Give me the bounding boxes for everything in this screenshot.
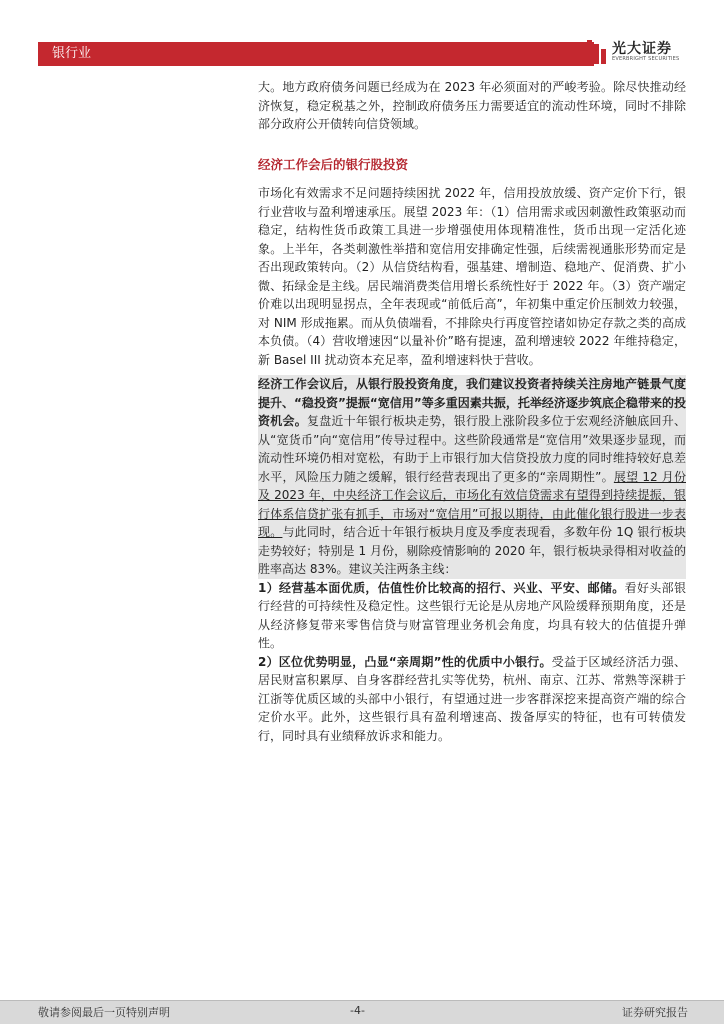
pick-heading: 1）经营基本面优质，估值性价比较高的招行、兴业、平安、邮储。 bbox=[258, 580, 625, 595]
investment-outlook: 展望 12 月份及 2023 年，中央经济工作会议后，市场化有效信贷需求有望得到持续提振，银行体系信贷扩张有抓手，市场对“宽信用”可报以期待，由此催化银行股进一步表现。 bbox=[258, 469, 686, 539]
report-body bbox=[258, 78, 686, 745]
logo-name: 光大证券 bbox=[612, 41, 672, 57]
outlook-paragraph: 市场化有效需求不足问题持续困扰 2022 年，信用投放放缓、资产定价下行，银行业营收与盈利增速承压。展望 2023 年：（1）信用需求或因刺激性政策驱动而稳定，结构性货币政策工具进一步增强使用体现精准性，货币出现一定活化迹象。上半年，各类刺激性举措和宽信用安排确定性强，后续需视通胀形势而定是否出现政策转向。（2）从信贷结构看，强基建、增制造、稳地产、促消费、扩小微、拓绿金是主线。居民端消费类信用增长系统性好于 2022 年。（3）资产端定价难以出现明显拐点，全年表现或“前低后高”，年初集中重定价压制效力较强，对 NIM 形成拖累。而从负债端看，不排除央行再度管控诸如协定存款之类的高成本负债。（4）营收增速因“以量补价”略有提速，盈利增速较 2022 年维持稳定，新 Basel III 扰动资本充足率，盈利增速料快于营收。 bbox=[258, 186, 686, 367]
investment-paragraph bbox=[258, 375, 686, 579]
everbright-logo-icon bbox=[586, 38, 608, 66]
pick-detail: 受益于区域经济活力强、居民财富积累厚、自身客群经营扎实等优势，杭州、南京、江苏、常熟等深耕于江浙等优质区域的头部中小银行，有望通过进一步客群深挖来提高资产端的综合定价水平。此外，这些银行具有盈利增速高、拨备厚实的特征，也有可转债发行，同时具有业绩释放诉求和能力。 bbox=[258, 654, 686, 743]
pick-list-item bbox=[258, 653, 686, 746]
brand-logo bbox=[586, 36, 696, 70]
header-bar bbox=[38, 42, 594, 66]
page-number: -4- bbox=[350, 1004, 365, 1017]
section-heading: 经济工作会后的银行股投资 bbox=[258, 156, 409, 172]
investment-review: 复盘近十年银行板块走势，银行股上涨阶段多位于宏观经济触底回升、从“宽货币”向“宽信用”传导过程中。这些阶段通常是“宽信用”效果逐步显现，而流动性环境仍相对宽松，有助于上市银行加大信贷投放力度的同时维持较好息差水平，风险压力随之缓解，银行经营表现出了更多的“亲周期性”。 bbox=[258, 414, 686, 484]
investment-lead: 经济工作会议后，从银行股投资角度，我们建议投资者持续关注房地产链景气度提升、“稳投资”提振“宽信用”等多重因素共振，托举经济逐步筑底企稳带来的投资机会。 bbox=[258, 377, 686, 428]
logo-subtitle: EVERBRIGHT SECURITIES bbox=[612, 56, 680, 62]
footer-disclaimer: 敬请参阅最后一页特别声明 bbox=[38, 1006, 170, 1019]
pick-heading: 2）区位优势明显，凸显“亲周期”性的优质中小银行。 bbox=[258, 654, 552, 669]
footer-report-type: 证券研究报告 bbox=[622, 1006, 688, 1019]
intro-paragraph: 大。地方政府债务问题已经成为在 2023 年必须面对的严峻考验。除尽快推动经济恢复，稳定税基之外，控制政府债务压力需要适宜的流动性环境，同时不排除部分政府公开债转向信贷领域。 bbox=[258, 80, 686, 131]
pick-detail: 看好头部银行经营的可持续性及稳定性。这些银行无论是从房地产风险缓释预期角度，还是从经济修复带来零售信贷与财富管理业务机会角度，均具有较大的估值提升弹性。 bbox=[258, 580, 686, 650]
pick-list-item bbox=[258, 579, 686, 653]
section-label: 银行业 bbox=[52, 46, 92, 61]
investment-seasonality: 与此同时，结合近十年银行板块月度及季度表现看，多数年份 1Q 银行板块走势较好；特别是 1 月份，剔除疫情影响的 2020 年，银行板块录得相对收益的胜率高达 83%。建议关注两条主线： bbox=[258, 525, 686, 576]
